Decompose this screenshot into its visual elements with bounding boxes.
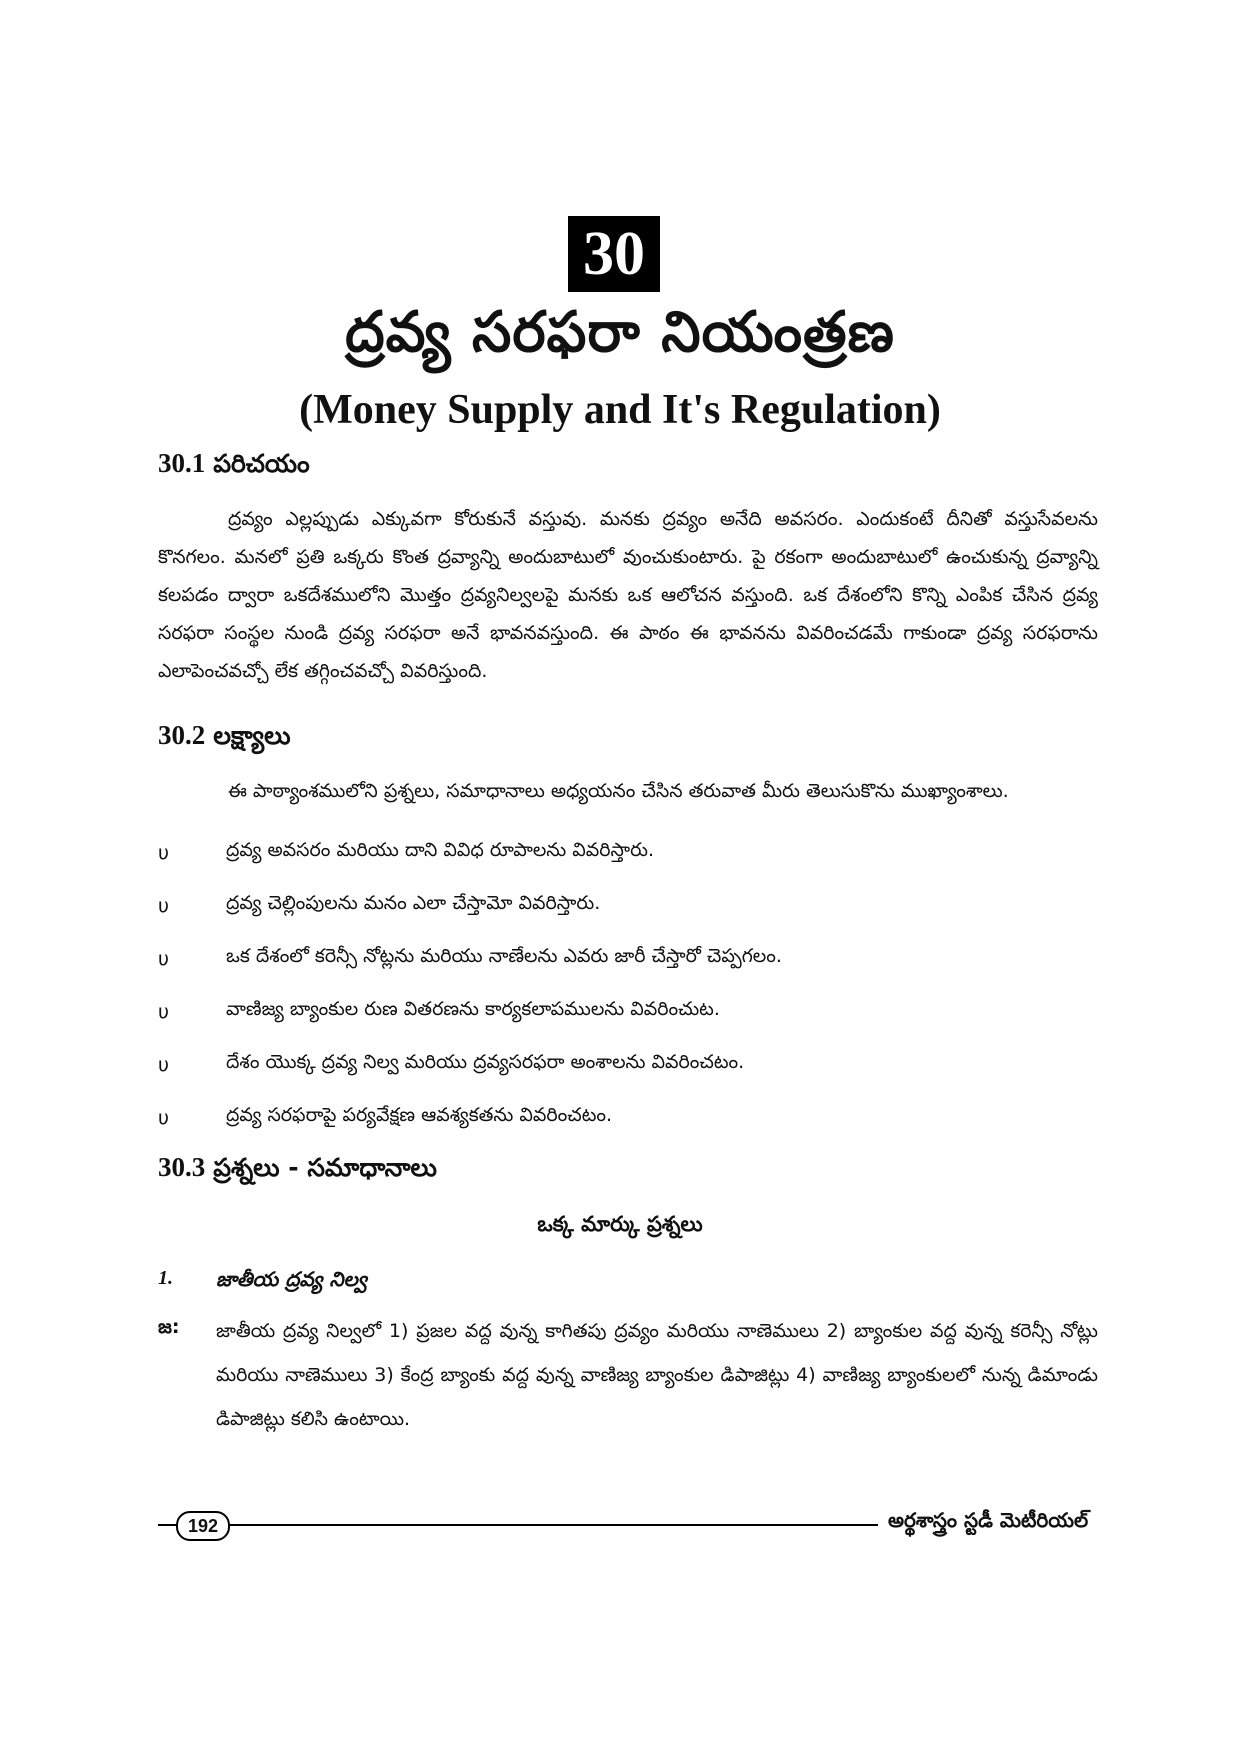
bullet-marker: υ	[158, 1106, 169, 1129]
section-title: పరిచయం	[213, 449, 310, 478]
question-1	[158, 1267, 367, 1296]
chapter-title-english: (Money Supply and It's Regulation)	[299, 387, 941, 433]
objectives-list	[158, 826, 1098, 1144]
list-item-text: ద్రవ్య చెల్లింపులను మనం ఎలా చేస్తామో వివరిస్తారు.	[226, 892, 601, 914]
section-title: ప్రశ్నలు - సమాధానాలు	[213, 1153, 437, 1182]
answer-text: జాతీయ ద్రవ్య నిల్వలో 1) ప్రజల వద్ద వున్న కాగితపు ద్రవ్యం మరియు నాణెములు 2) బ్యాంకుల వద్ద వున్న కరెన్సీ నోట్లు మరియు నాణెములు 3) కేంద్ర బ్యాంకు వద్ద వున్న వాణిజ్య బ్యాంకుల డిపాజిట్లు 4) వాణిజ్య బ్యాంకులలో నున్న డిమాండు డిపాజిట్లు కలిసి ఉంటాయి.	[216, 1320, 1098, 1430]
list-item	[158, 932, 1098, 985]
list-item	[158, 826, 1098, 879]
bullet-marker: υ	[158, 1000, 169, 1023]
list-item	[158, 879, 1098, 932]
answer-label: జ:	[158, 1316, 180, 1338]
section-number: 30.2	[158, 720, 206, 750]
list-item-text: ద్రవ్య అవసరం మరియు దాని వివిధ రూపాలను వివరిస్తారు.	[226, 839, 655, 861]
list-item-text: దేశం యొక్క ద్రవ్య నిల్వ మరియు ద్రవ్యసరఫరా అంశాలను వివరించటం.	[226, 1051, 745, 1073]
footer-rule	[230, 1524, 878, 1526]
list-item	[158, 985, 1098, 1038]
section-number: 30.1	[158, 448, 206, 478]
intro-paragraph-text: ద్రవ్యం ఎల్లప్పుడు ఎక్కువగా కోరుకునే వస్తువు. మనకు ద్రవ్యం అనేది అవసరం. ఎందుకంటే దీనితో వస్తుసేవలను కొనగలం. మనలో ప్రతి ఒక్కరు కొంత ద్రవ్యాన్ని అందుబాటులో వుంచుకుంటారు. పై రకంగా అందుబాటులో ఉంచుకున్న ద్రవ్యాన్ని కలపడం ద్వారా ఒకదేశములోని మొత్తం ద్రవ్యనిల్వలపై మనకు ఒక ఆలోచన వస్తుంది. ఒక దేశంలోని కొన్ని ఎంపిక చేసిన ద్రవ్య సరఫరా సంస్థల నుండి ద్రవ్య సరఫరా అనే భావనవస్తుంది. ఈ పాఠం ఈ భావనను వివరించడమే గాకుండా ద్రవ్య సరఫరాను ఎలాపెంచవచ్చో లేక తగ్గించవచ్చో వివరిస్తుంది.	[158, 508, 1098, 682]
bullet-marker: υ	[158, 841, 169, 864]
footer-rule-left	[158, 1524, 176, 1526]
question-text: జాతీయ ద్రవ్య నిల్వ	[216, 1267, 367, 1291]
section-title: లక్ష్యాలు	[213, 721, 291, 750]
objectives-intro: ఈ పాఠ్యాంశములోని ప్రశ్నలు, సమాధానాలు అధ్యయనం చేసిన తరువాత మీరు తెలుసుకొను ముఖ్యాంశాలు.	[228, 780, 1009, 802]
section-number: 30.3	[158, 1152, 206, 1182]
bullet-marker: υ	[158, 947, 169, 970]
bullet-marker: υ	[158, 894, 169, 917]
list-item-text: ఒక దేశంలో కరెన్సీ నోట్లను మరియు నాణేలను ఎవరు జారీ చేస్తారో చెప్పగలం.	[226, 945, 782, 967]
chapter-title-telugu: ద్రవ్య సరఫరా నియంత్రణ	[345, 300, 895, 365]
bullet-marker: υ	[158, 1053, 169, 1076]
list-item-text: వాణిజ్య బ్యాంకుల రుణ వితరణను కార్యకలాపములను వివరించుట.	[226, 998, 720, 1020]
footer-book-title: అర్థశాస్త్రం స్టడీ మెటీరియల్	[888, 1508, 1089, 1532]
section-heading-objectives	[158, 720, 290, 757]
section-heading-qa	[158, 1152, 437, 1189]
question-number: 1.	[158, 1267, 173, 1289]
one-mark-questions-heading: ఒక్క మార్కు ప్రశ్నలు	[537, 1212, 703, 1236]
intro-paragraph	[158, 500, 1098, 690]
chapter-number-badge: 30	[568, 216, 660, 292]
section-heading-intro	[158, 448, 310, 485]
list-item	[158, 1038, 1098, 1091]
list-item	[158, 1091, 1098, 1144]
page-number: 192	[176, 1511, 230, 1541]
list-item-text: ద్రవ్య సరఫరాపై పర్యవేక్షణ ఆవశ్యకతను వివరించటం.	[226, 1104, 613, 1126]
